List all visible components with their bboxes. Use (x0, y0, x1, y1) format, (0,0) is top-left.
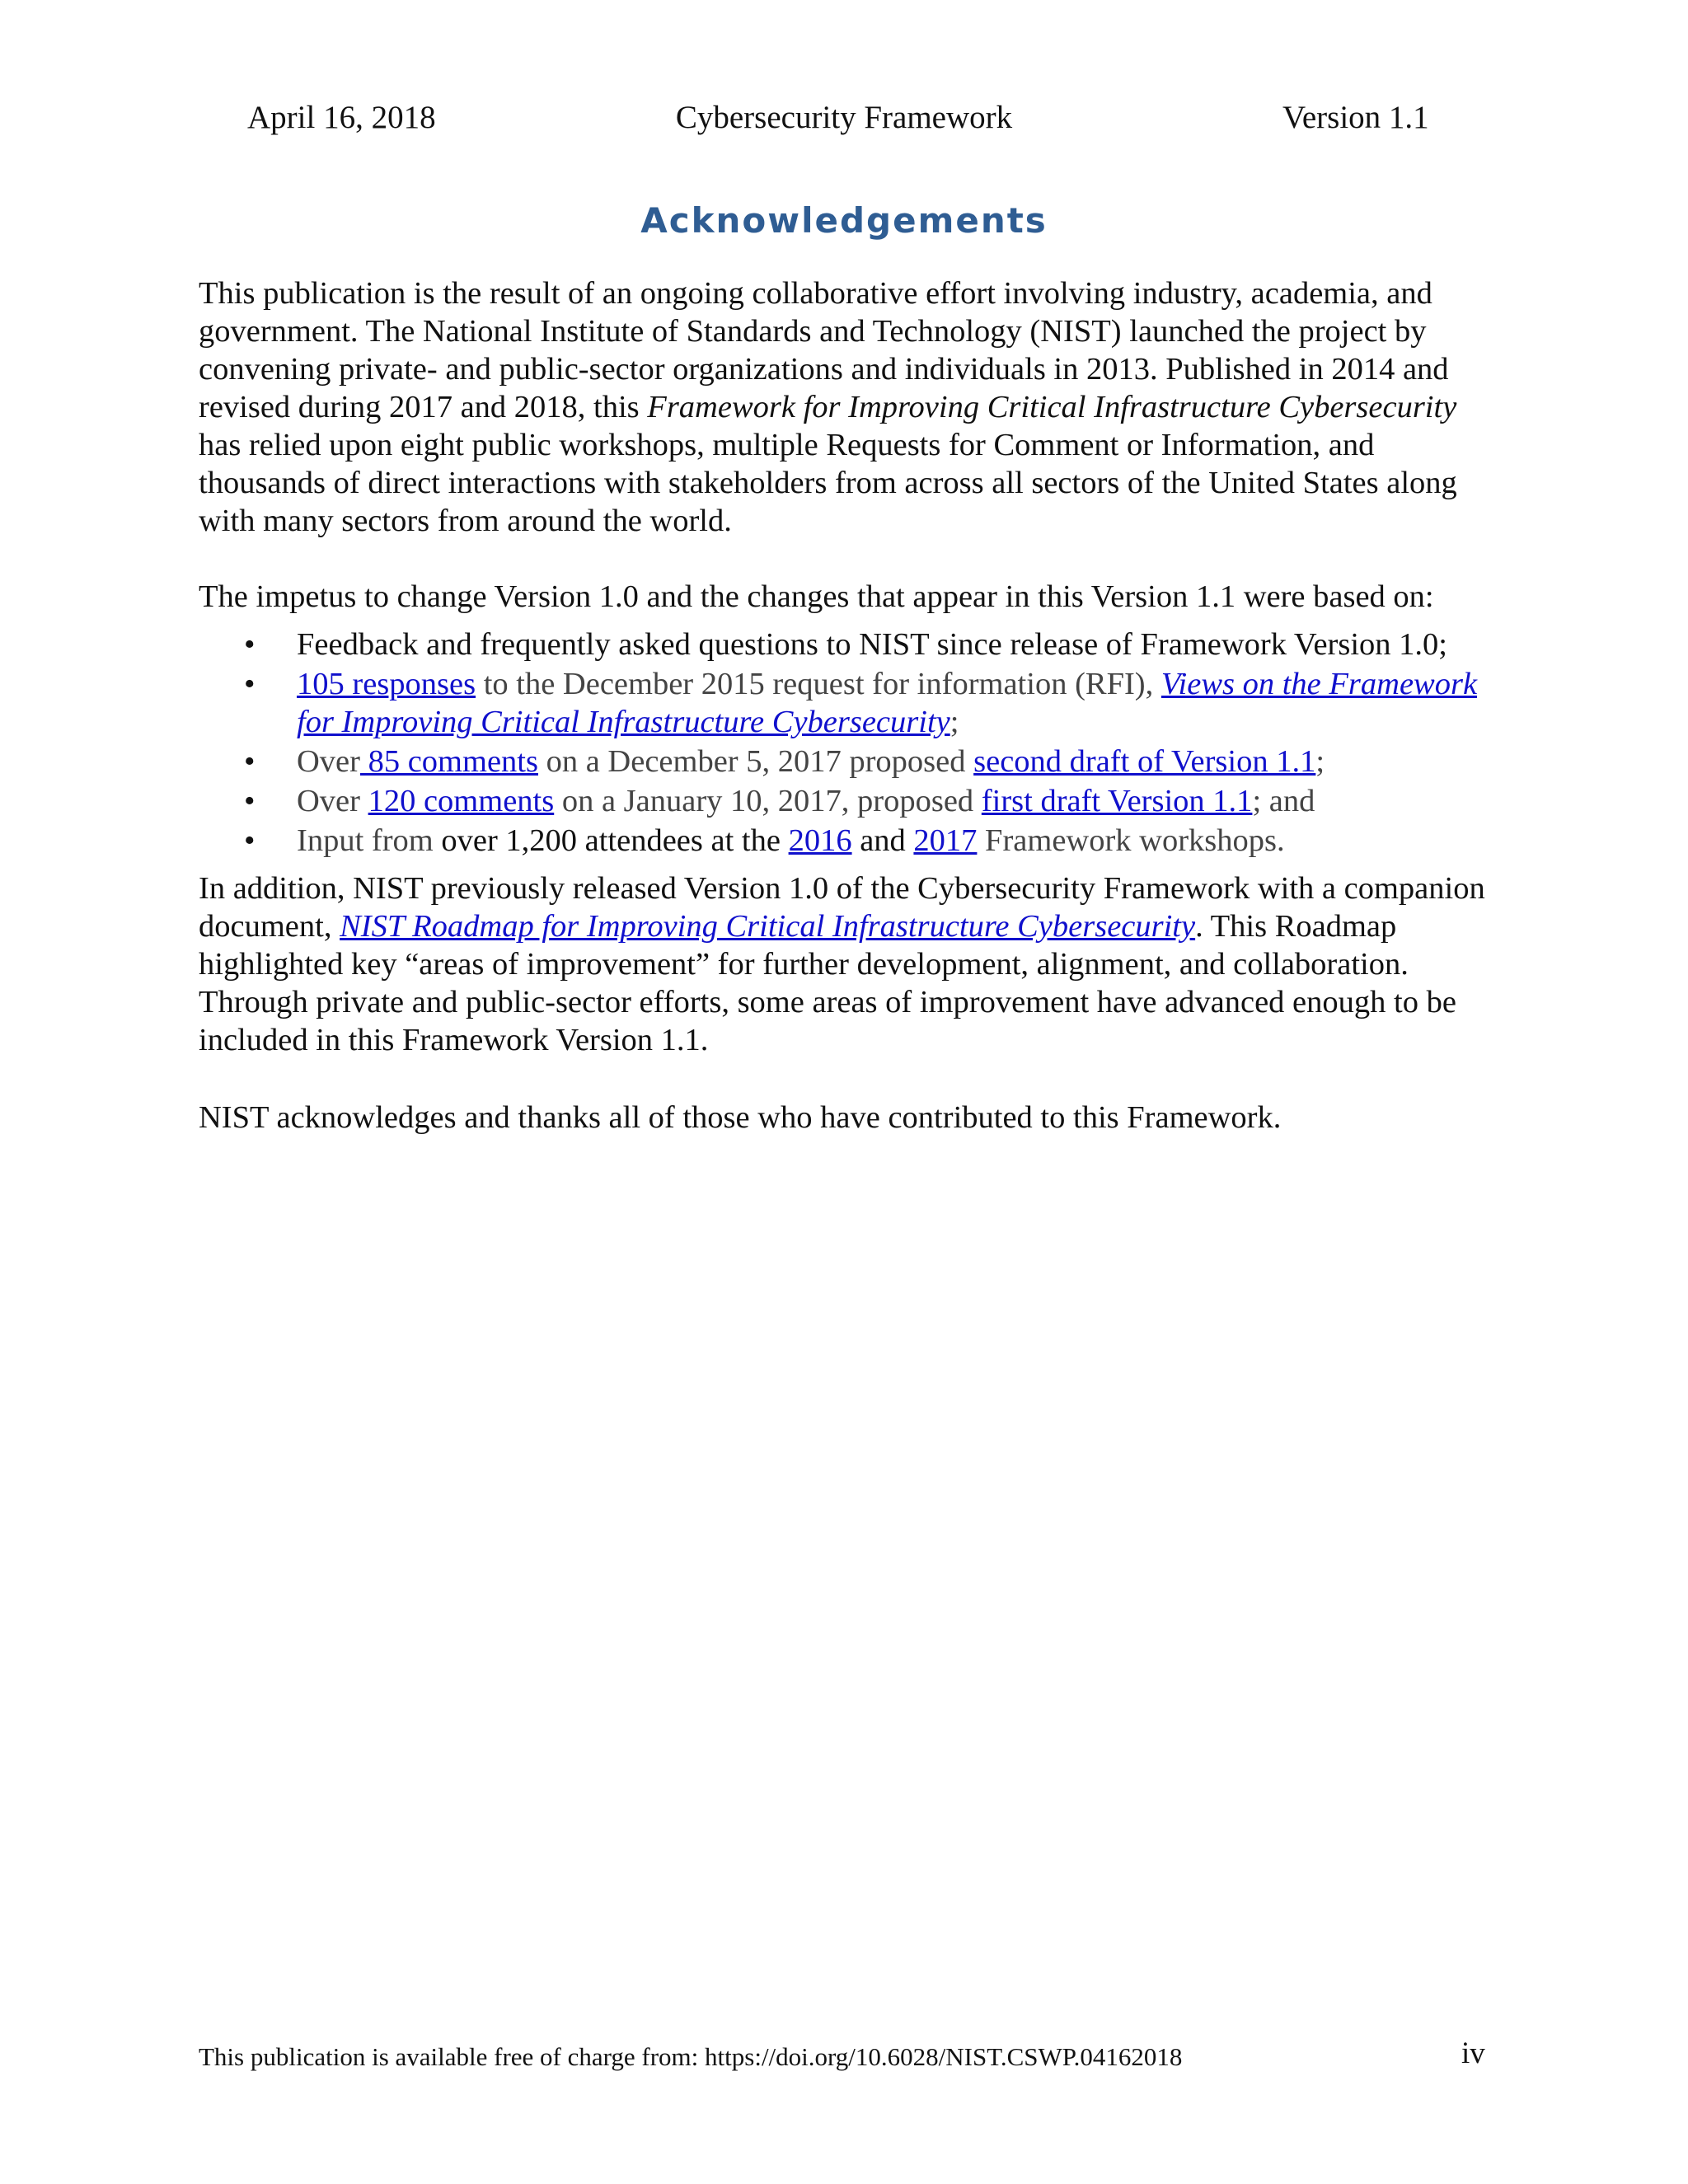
paragraph-intro-text-a: This publication is the result of an ongoing collaborative effort involving industry, academia, and government. The National Institute of Standards and Technology (NIST) launched the project by convening private- and public-sector organizations and individuals in 2013. Published in 2014 and revised during 2017 and 2018, this (199, 276, 1449, 424)
page-footer: This publication is available free of charge from: https://doi.org/10.6028/NIST.CSWP.04162018 (199, 2042, 1183, 2071)
link-2017-workshop[interactable]: 2017 (913, 823, 978, 858)
header-version: Version 1.1 (1282, 100, 1429, 135)
bullet-icon: • (244, 784, 256, 818)
list-item-text: ; (1315, 744, 1325, 779)
list-item-text: Over (297, 784, 368, 818)
list-item-text: Input from (297, 823, 442, 858)
list-item (199, 626, 1501, 663)
changes-list (199, 626, 1501, 860)
bullet-icon: • (244, 627, 256, 662)
list-item-text: Over (297, 744, 360, 779)
paragraph-roadmap-text-b: . This Roadmap highlighted key “areas of improvement” for further development, alignment, and collaboration. Through private and public-sector efforts, some areas of improvement have advanced enough to be included in this Framework Version 1.1. (199, 909, 1456, 1057)
paragraph-roadmap (199, 869, 1501, 1059)
page-number: iv (1461, 2036, 1485, 2070)
list-item (199, 782, 1501, 820)
list-item-text: ; and (1252, 784, 1315, 818)
list-item-text: to the December 2015 request for information (RFI), (476, 667, 1161, 701)
link-first-draft[interactable]: first draft Version 1.1 (981, 784, 1253, 818)
paragraph-roadmap-text-a: In addition, NIST previously released Version 1.0 of the Cybersecurity Framework with a companion document, (199, 871, 1485, 944)
list-item-text: ; (950, 705, 959, 739)
document-body (199, 274, 1501, 1137)
link-nist-roadmap[interactable]: NIST Roadmap for Improving Critical Infrastructure Cybersecurity (340, 909, 1196, 944)
bullet-icon: • (244, 667, 256, 701)
page-header (0, 97, 1688, 138)
link-2016-workshop[interactable]: 2016 (788, 823, 852, 858)
list-item-text: on a December 5, 2017 proposed (537, 744, 974, 779)
header-title: Cybersecurity Framework (675, 100, 1013, 135)
bullet-icon: • (244, 744, 256, 779)
list-item-text: Framework workshops. (977, 823, 1285, 858)
link-views-on-framework[interactable]: Views on the Framework for Improving Critical Infrastructure Cybersecurity (297, 667, 1478, 739)
bullet-icon: • (244, 823, 256, 858)
header-date: April 16, 2018 (247, 100, 436, 135)
paragraph-impetus: The impetus to change Version 1.0 and the changes that appear in this Version 1.1 were based on: (199, 579, 1434, 614)
list-item-text: on a January 10, 2017, proposed (554, 784, 982, 818)
paragraph-intro (199, 274, 1501, 540)
list-item (199, 822, 1501, 860)
list-item (199, 665, 1501, 741)
list-item-text: and (851, 823, 914, 858)
link-second-draft[interactable]: second draft of Version 1.1 (973, 744, 1316, 779)
list-item (199, 743, 1501, 780)
section-title: Acknowledgements (640, 200, 1048, 241)
link-120-comments[interactable]: 120 comments (368, 784, 555, 818)
paragraph-thanks: NIST acknowledges and thanks all of those who have contributed to this Framework. (199, 1100, 1282, 1135)
paragraph-intro-text-b: has relied upon eight public workshops, multiple Requests for Comment or Information, and thousands of direct interactions with stakeholders from across all sectors of the United States along with many sectors from around the world. (199, 428, 1457, 538)
link-105-responses[interactable]: 105 responses (297, 667, 476, 701)
list-item-text: Feedback and frequently asked questions to NIST since release of Framework Version 1.0; (297, 627, 1447, 662)
framework-title-italic: Framework for Improving Critical Infrastructure Cybersecurity (647, 390, 1457, 424)
link-85-comments[interactable]: 85 comments (359, 744, 538, 779)
list-item-text: over 1,200 attendees at the (441, 823, 789, 858)
